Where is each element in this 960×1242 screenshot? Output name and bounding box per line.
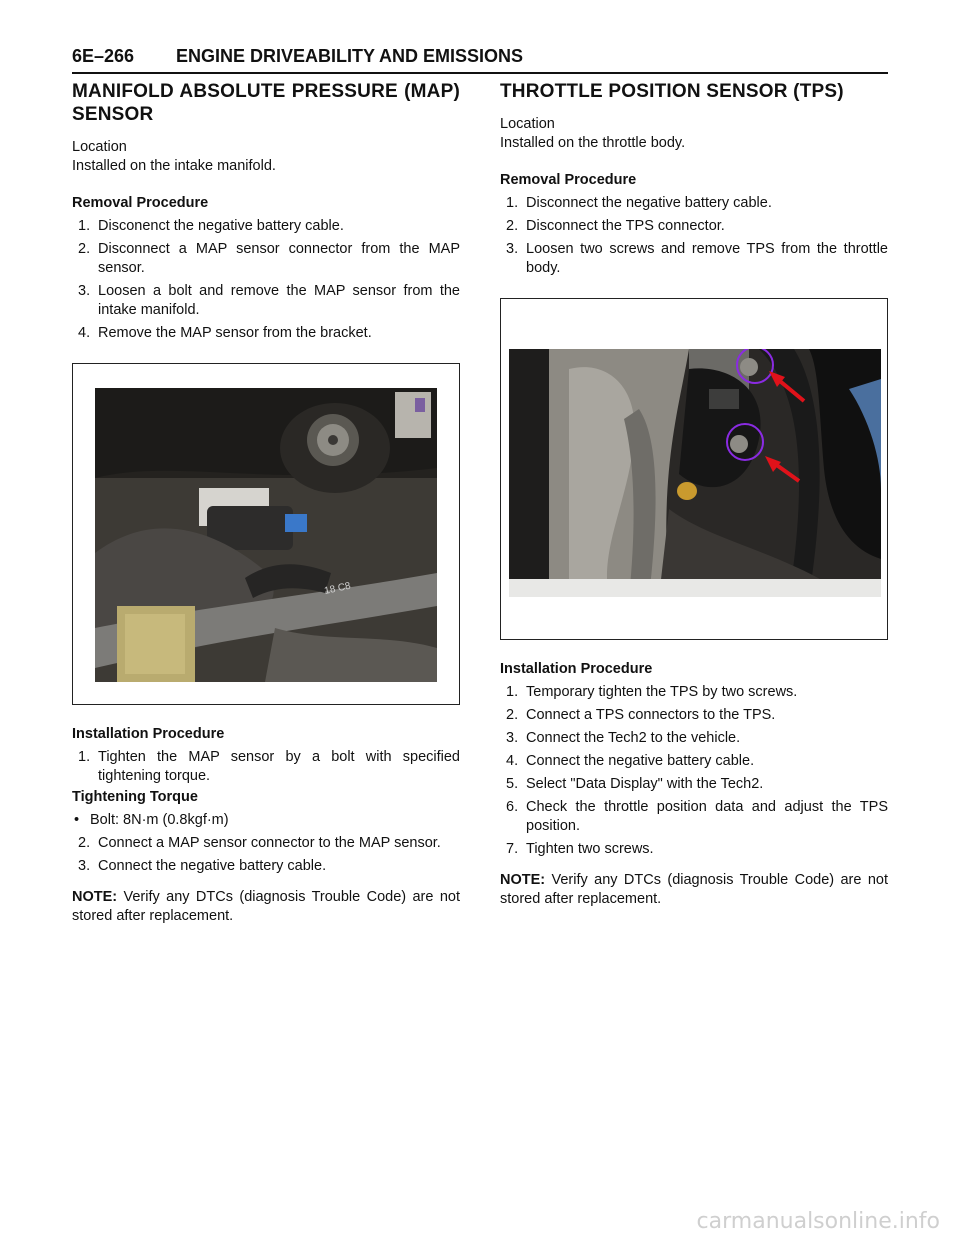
installation-steps (72, 748, 460, 786)
list-item: 2. Disconnect the TPS connector. (506, 218, 725, 234)
list-item: 5. Select "Data Display" with the Tech2. (506, 776, 764, 792)
tightening-torque-heading: Tightening Torque (72, 789, 198, 805)
tps-photo-figure (500, 298, 888, 640)
list-item: 1. Disconnect the negative battery cable. (506, 195, 772, 211)
removal-steps (72, 217, 460, 343)
list-item: 2. Connect a TPS connectors to the TPS. (506, 707, 776, 723)
location-text: Installed on the throttle body. (500, 135, 686, 151)
removal-procedure-heading: Removal Procedure (500, 172, 637, 188)
map-sensor-photo-figure (72, 363, 460, 705)
installation-procedure-heading: Installation Procedure (72, 726, 225, 742)
list-item: 2. Connect a MAP sensor connector to the MAP sensor. (78, 835, 441, 851)
note-text: Verify any DTCs (diagnosis Trouble Code) are not stored after replacement. (500, 872, 888, 907)
map-sensor-heading: MANIFOLD ABSOLUTE PRESSURE (MAP) SENSOR (72, 81, 460, 125)
list-item: 1. Tighten the MAP sensor by a bolt with specified tightening torque. (78, 749, 460, 784)
map-sensor-section (72, 80, 460, 926)
installation-procedure-heading: Installation Procedure (500, 661, 653, 677)
watermark: carmanualsonline.info (696, 1209, 940, 1234)
list-item: 4. Connect the negative battery cable. (506, 753, 755, 769)
tps-heading: THROTTLE POSITION SENSOR (TPS) (500, 81, 844, 102)
tps-section (500, 80, 888, 909)
location-label: Location (500, 116, 555, 132)
note-label: NOTE: (72, 889, 118, 905)
installation-steps (500, 683, 888, 859)
list-item: • Bolt: 8N·m (0.8kgf·m) (74, 812, 229, 828)
removal-steps (500, 194, 888, 278)
list-item: 1. Disconenct the negative battery cable. (78, 218, 344, 234)
list-item: 2. Disconnect a MAP sensor connector from the MAP sensor. (78, 241, 460, 276)
list-item: 3. Connect the Tech2 to the vehicle. (506, 730, 741, 746)
note-paragraph (72, 888, 460, 926)
section-title: ENGINE DRIVEABILITY AND EMISSIONS (176, 46, 524, 66)
list-item: 1. Temporary tighten the TPS by two screws. (506, 684, 798, 700)
list-item: 3. Loosen two screws and remove TPS from the throttle body. (506, 241, 888, 276)
page-number: 6E–266 (72, 46, 135, 66)
list-item: 7. Tighten two screws. (506, 841, 654, 857)
note-label: NOTE: (500, 872, 546, 888)
list-item: 3. Connect the negative battery cable. (78, 858, 327, 874)
torque-list (72, 811, 460, 830)
tps-photo (509, 349, 881, 597)
list-item: 4. Remove the MAP sensor from the bracket. (78, 325, 372, 341)
note-text: Verify any DTCs (diagnosis Trouble Code) are not stored after replacement. (72, 889, 460, 924)
installation-steps-continued (72, 834, 460, 876)
page-header (72, 44, 888, 74)
list-item: 3. Loosen a bolt and remove the MAP sensor from the intake manifold. (78, 283, 460, 318)
map-sensor-photo (95, 388, 437, 682)
location-text: Installed on the intake manifold. (72, 158, 276, 174)
svg-text:18 C8: 18 C8 (323, 580, 352, 597)
location-label: Location (72, 139, 127, 155)
note-paragraph (500, 871, 888, 909)
list-item: 6. Check the throttle position data and adjust the TPS position. (506, 799, 888, 834)
removal-procedure-heading: Removal Procedure (72, 195, 209, 211)
